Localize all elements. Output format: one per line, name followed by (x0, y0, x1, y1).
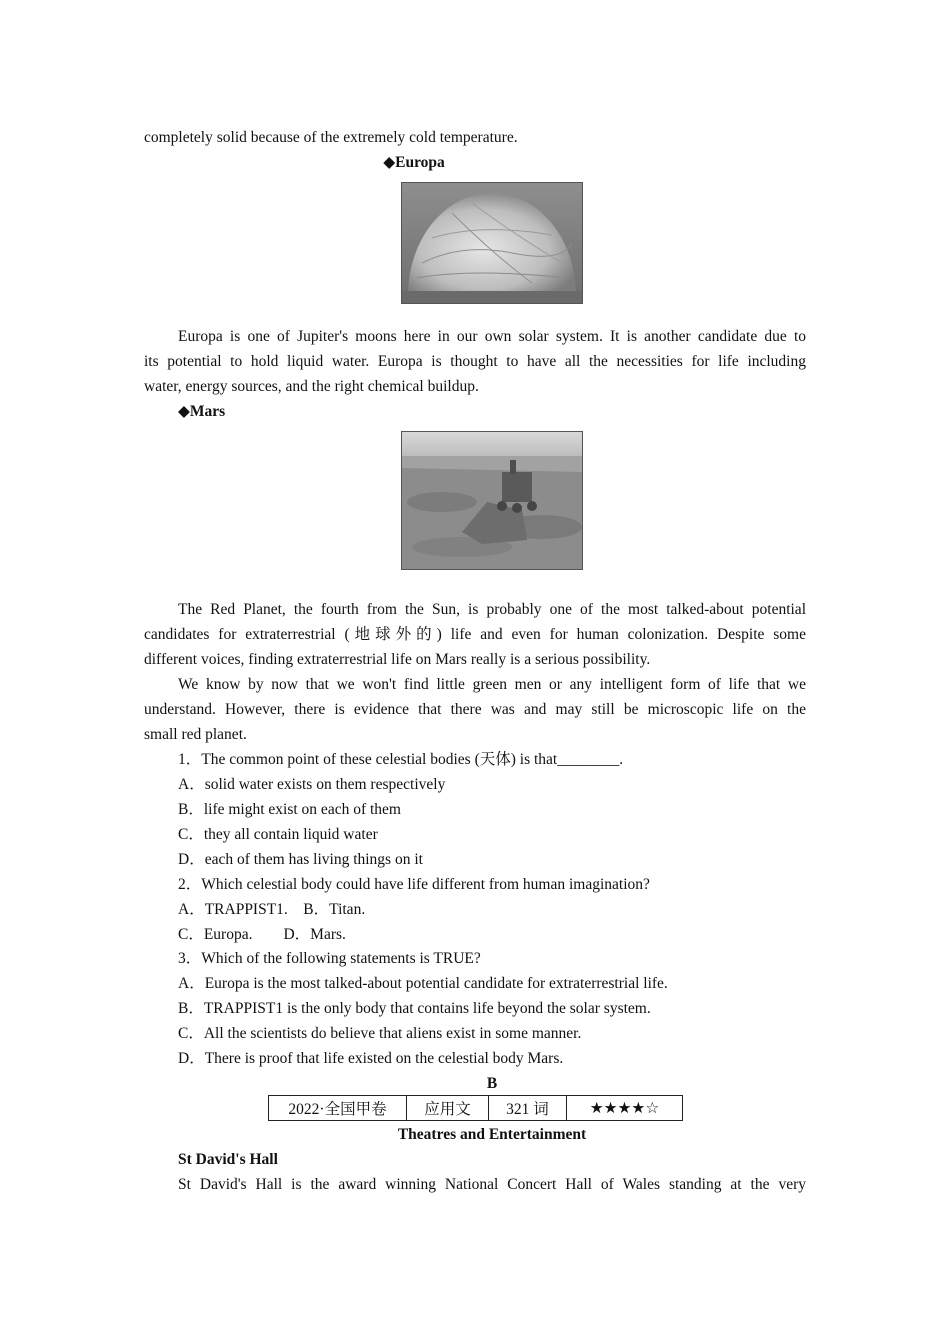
question-stem: 3．Which of the following statements is TRUE? (178, 950, 481, 967)
question-option: B．life might exist on each of them (178, 801, 401, 818)
meta-genre: 应用文 (407, 1096, 489, 1121)
question-option: A．solid water exists on them respectively (178, 776, 446, 793)
passage-meta-table (268, 1095, 683, 1121)
mars-para2-line: We know by now that we won't find little green men or any intelligent form of life that we (178, 676, 806, 693)
europa-image (401, 182, 583, 304)
passage-subheading: St David's Hall (178, 1151, 278, 1168)
question-stem: 1．The common point of these celestial bodies (天体) is that________. (178, 751, 624, 768)
europa-para-line: water, energy sources, and the right chemical buildup. (144, 378, 479, 395)
question-option: B．TRAPPIST1 is the only body that contains life beyond the solar system. (178, 1000, 651, 1017)
europa-para-line: its potential to hold liquid water. Europa is thought to have all the necessities for life including (144, 353, 806, 370)
question-option: A．Europa is the most talked‑about potential candidate for extraterrestrial life. (178, 975, 668, 992)
mars-para2-line: understand. However, there is evidence that there was and may still be microscopic life on the (144, 701, 806, 718)
intro-tail-text: completely solid because of the extremely cold temperature. (144, 129, 518, 146)
question-option: D．each of them has living things on it (178, 851, 423, 868)
mars-heading: ◆Mars (178, 403, 226, 420)
europa-heading: ◆Europa (383, 154, 445, 171)
meta-source: 2022·全国甲卷 (269, 1096, 407, 1121)
question-option: C．they all contain liquid water (178, 826, 378, 843)
mars-para1-line: different voices, finding extraterrestrial life on Mars really is a serious possibility. (144, 651, 651, 668)
mars-para1-line: candidates for extraterrestrial (地球外的) life and even for human colonization. Despite some (144, 626, 806, 643)
meta-difficulty: ★★★★☆ (567, 1096, 683, 1121)
europa-para-line: Europa is one of Jupiter's moons here in our own solar system. It is another candidate due to (178, 328, 806, 345)
passage-first-line: St David's Hall is the award winning National Concert Hall of Wales standing at the very (178, 1176, 806, 1193)
meta-word-count: 321 词 (489, 1096, 567, 1121)
mars-para2-line: small red planet. (144, 726, 247, 743)
mars-para1-line: The Red Planet, the fourth from the Sun, is probably one of the most talked‑about potential (178, 601, 806, 618)
passage-title: Theatres and Entertainment (397, 1126, 587, 1143)
question-option: C．Europa. D．Mars. (178, 926, 346, 943)
section-label: B (486, 1075, 498, 1092)
mars-image (401, 431, 583, 570)
question-option: C．All the scientists do believe that aliens exist in some manner. (178, 1025, 582, 1042)
question-stem: 2．Which celestial body could have life different from human imagination? (178, 876, 650, 893)
question-option: D．There is proof that life existed on the celestial body Mars. (178, 1050, 564, 1067)
question-option: A．TRAPPIST1. B．Titan. (178, 901, 366, 918)
